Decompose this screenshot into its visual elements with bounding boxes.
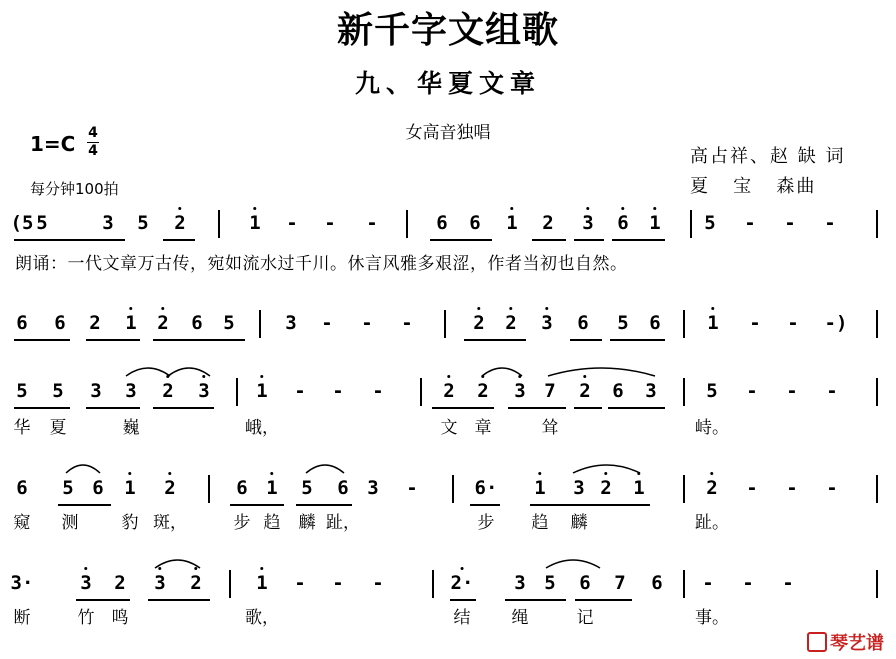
note: - bbox=[321, 312, 333, 334]
beam-underline bbox=[574, 239, 604, 241]
note: 3 bbox=[125, 380, 137, 402]
lyric-char: 华 bbox=[13, 418, 31, 438]
beam-underline bbox=[148, 599, 210, 601]
beam-underline bbox=[76, 599, 130, 601]
beam-underline bbox=[163, 239, 195, 241]
note: 6 bbox=[191, 312, 203, 334]
beam-underline bbox=[14, 239, 125, 241]
note: 5 bbox=[706, 380, 718, 402]
note: 1 bbox=[707, 312, 718, 334]
octave-dot bbox=[604, 472, 607, 475]
note: 2 bbox=[473, 312, 484, 334]
note: 5 bbox=[137, 212, 149, 234]
octave-dot bbox=[202, 375, 205, 378]
note: 6 bbox=[577, 312, 589, 334]
octave-dot bbox=[621, 207, 624, 210]
octave-dot bbox=[538, 472, 541, 475]
barline bbox=[683, 570, 685, 598]
time-top: 4 bbox=[88, 125, 98, 141]
slur bbox=[548, 368, 655, 376]
beam-underline bbox=[532, 239, 566, 241]
time-bottom: 4 bbox=[88, 143, 98, 159]
watermark-logo bbox=[807, 629, 884, 655]
lyric-char: 结 bbox=[453, 608, 471, 628]
note: 6 bbox=[236, 477, 248, 499]
beam-underline bbox=[612, 239, 665, 241]
note: - bbox=[786, 380, 798, 402]
octave-dot bbox=[260, 567, 263, 570]
note: 3 bbox=[573, 477, 585, 499]
lyric-char: 步 bbox=[477, 513, 495, 533]
note: - bbox=[742, 572, 754, 594]
note: 2 bbox=[162, 380, 173, 402]
note: 6 bbox=[16, 477, 28, 499]
barline bbox=[876, 310, 878, 338]
page-subtitle: 九、华夏文章 bbox=[354, 69, 541, 98]
beam-underline bbox=[432, 407, 494, 409]
octave-dot bbox=[194, 567, 197, 570]
note: 2 bbox=[600, 477, 611, 499]
note: 6 bbox=[617, 212, 628, 234]
octave-dot bbox=[509, 307, 512, 310]
note: 5 bbox=[704, 212, 716, 234]
barline bbox=[876, 475, 878, 503]
barline bbox=[208, 475, 210, 503]
lyric-char: 峨， bbox=[245, 418, 279, 438]
note: 3 bbox=[154, 572, 165, 594]
beam-underline bbox=[430, 239, 492, 241]
note: 3· bbox=[10, 572, 34, 594]
note: 6 bbox=[649, 312, 661, 334]
barline bbox=[683, 378, 685, 406]
barline bbox=[876, 378, 878, 406]
lyric-char: 趋 bbox=[263, 513, 281, 533]
lyric-char: 竹 bbox=[77, 608, 95, 628]
note: - bbox=[401, 312, 413, 334]
note: 6· bbox=[474, 477, 498, 499]
note: 1 bbox=[125, 312, 136, 334]
octave-dot bbox=[460, 567, 463, 570]
note: 1 bbox=[534, 477, 545, 499]
beam-underline bbox=[296, 504, 352, 506]
note: - bbox=[324, 212, 336, 234]
octave-dot bbox=[161, 307, 164, 310]
beam-underline bbox=[450, 599, 476, 601]
lyric-char: 麟 bbox=[298, 513, 316, 533]
note: 2 bbox=[477, 380, 488, 402]
octave-dot bbox=[583, 375, 586, 378]
note: 1 bbox=[633, 477, 644, 499]
note: 6 bbox=[54, 312, 66, 334]
barline bbox=[229, 570, 231, 598]
note: 2 bbox=[706, 477, 717, 499]
note: 5 bbox=[36, 212, 48, 234]
note: 3 bbox=[514, 380, 525, 402]
lyric-char: 记 bbox=[576, 608, 594, 628]
note: - bbox=[332, 380, 344, 402]
barline bbox=[444, 310, 446, 338]
note: 5 bbox=[16, 380, 28, 402]
note: - bbox=[702, 572, 714, 594]
note: 1 bbox=[256, 380, 267, 402]
octave-dot bbox=[166, 375, 169, 378]
beam-underline bbox=[58, 504, 111, 506]
octave-dot bbox=[653, 207, 656, 210]
note: 2· bbox=[451, 572, 474, 594]
note: - bbox=[746, 477, 758, 499]
note: 1 bbox=[124, 477, 135, 499]
beam-underline bbox=[608, 407, 665, 409]
note: 5 bbox=[617, 312, 629, 334]
note: 2 bbox=[164, 477, 175, 499]
octave-dot bbox=[510, 207, 513, 210]
note: - bbox=[826, 477, 838, 499]
note: 6 bbox=[16, 312, 28, 334]
slur bbox=[66, 465, 100, 473]
beam-underline bbox=[14, 339, 70, 341]
lyric-char: 步 bbox=[233, 513, 251, 533]
note: 1 bbox=[649, 212, 660, 234]
octave-dot bbox=[586, 207, 589, 210]
beam-underline bbox=[86, 339, 140, 341]
barline bbox=[259, 310, 261, 338]
tempo: 每分钟100拍 bbox=[30, 180, 119, 198]
note: - bbox=[782, 572, 794, 594]
beam-underline bbox=[574, 407, 602, 409]
logo-icon bbox=[807, 632, 827, 652]
note: 6 bbox=[469, 212, 481, 234]
note: 5 bbox=[62, 477, 74, 499]
note: - bbox=[749, 312, 761, 334]
recitation-text: 朗诵：一代文章万古传，宛如流水过千川。休言风雅多艰涩，作者当初也自然。 bbox=[15, 254, 628, 274]
page-title: 新千字文组歌 bbox=[336, 10, 559, 51]
note: 1 bbox=[266, 477, 277, 499]
note: 6 bbox=[579, 572, 591, 594]
beam-underline bbox=[153, 407, 214, 409]
note: 3 bbox=[285, 312, 297, 334]
beam-underline bbox=[86, 407, 140, 409]
note: 3 bbox=[102, 212, 114, 234]
note: 6 bbox=[337, 477, 349, 499]
note: - bbox=[286, 212, 298, 234]
note: - bbox=[746, 380, 758, 402]
lyric-char: 事。 bbox=[695, 608, 729, 628]
lyric-char: 鸣 bbox=[111, 608, 129, 628]
slur bbox=[546, 560, 600, 568]
note: 2 bbox=[190, 572, 201, 594]
note: 2 bbox=[114, 572, 126, 594]
slur bbox=[482, 368, 522, 376]
note: 6 bbox=[436, 212, 448, 234]
note: 3 bbox=[541, 312, 552, 334]
beam-underline bbox=[464, 339, 526, 341]
note: 3 bbox=[582, 212, 593, 234]
note: 5 bbox=[223, 312, 235, 334]
note: 5 bbox=[544, 572, 556, 594]
note: 3 bbox=[80, 572, 91, 594]
note: 6 bbox=[612, 380, 624, 402]
watermark-text: 琴艺谱 bbox=[830, 633, 884, 654]
octave-dot bbox=[129, 307, 132, 310]
slur bbox=[126, 368, 170, 376]
lyric-char: 测 bbox=[61, 513, 79, 533]
slur bbox=[306, 465, 344, 473]
note: 1 bbox=[249, 212, 260, 234]
octave-dot bbox=[84, 567, 87, 570]
barline bbox=[690, 210, 692, 238]
note: - bbox=[294, 380, 306, 402]
note: 5 bbox=[301, 477, 313, 499]
note: - bbox=[361, 312, 373, 334]
note: 6 bbox=[92, 477, 104, 499]
note: - bbox=[372, 572, 384, 594]
octave-dot bbox=[477, 307, 480, 310]
lyric-char: 断 bbox=[13, 608, 31, 628]
beam-underline bbox=[610, 339, 665, 341]
beam-underline bbox=[14, 407, 70, 409]
lyric-char: 麟 bbox=[570, 513, 588, 533]
note: - bbox=[824, 212, 836, 234]
beam-underline bbox=[570, 339, 602, 341]
barline bbox=[876, 210, 878, 238]
note: 2 bbox=[89, 312, 101, 334]
lyric-char: 趋 bbox=[531, 513, 549, 533]
barline bbox=[683, 310, 685, 338]
note: - bbox=[332, 572, 344, 594]
octave-dot bbox=[545, 307, 548, 310]
octave-dot bbox=[158, 567, 161, 570]
barline bbox=[683, 475, 685, 503]
lyric-char: 耸 bbox=[541, 418, 559, 438]
lyric-char: 歌， bbox=[245, 608, 279, 628]
barline bbox=[432, 570, 434, 598]
note: 2 bbox=[443, 380, 454, 402]
octave-dot bbox=[178, 207, 181, 210]
octave-dot bbox=[447, 375, 450, 378]
note: 7 bbox=[614, 572, 626, 594]
octave-dot bbox=[253, 207, 256, 210]
note: 2 bbox=[579, 380, 590, 402]
performance-type: 女高音独唱 bbox=[405, 123, 491, 143]
slur bbox=[155, 560, 200, 568]
lyric-char: 趾。 bbox=[695, 513, 729, 533]
lyric-char: 文 bbox=[440, 418, 458, 438]
note: - bbox=[786, 477, 798, 499]
note: (5 bbox=[10, 212, 34, 234]
beam-underline bbox=[575, 599, 632, 601]
note: - bbox=[744, 212, 756, 234]
note: - bbox=[826, 380, 838, 402]
note: - bbox=[372, 380, 384, 402]
note: 2 bbox=[157, 312, 168, 334]
octave-dot bbox=[711, 307, 714, 310]
octave-dot bbox=[481, 375, 484, 378]
barline bbox=[876, 570, 878, 598]
note: 1 bbox=[506, 212, 517, 234]
note: 3 bbox=[645, 380, 657, 402]
note: 5 bbox=[52, 380, 64, 402]
composer: 夏 宝 森曲 bbox=[690, 176, 817, 197]
lyric-char: 绳 bbox=[511, 608, 529, 628]
beam-underline bbox=[596, 504, 650, 506]
octave-dot bbox=[128, 472, 131, 475]
note: 3 bbox=[90, 380, 102, 402]
lyric-char: 窥 bbox=[13, 513, 31, 533]
lyric-char: 峙。 bbox=[695, 418, 729, 438]
barline bbox=[420, 378, 422, 406]
lyric-char: 趾， bbox=[326, 513, 360, 533]
beam-underline bbox=[230, 504, 284, 506]
lyricist: 高占祥、赵 缺 词 bbox=[690, 146, 846, 167]
note: - bbox=[406, 477, 418, 499]
note: - bbox=[784, 212, 796, 234]
time-signature bbox=[86, 125, 100, 160]
barline bbox=[236, 378, 238, 406]
lyric-char: 豹 bbox=[121, 513, 139, 533]
key-signature: 1=C bbox=[30, 132, 76, 156]
note: 1 bbox=[256, 572, 267, 594]
note: 2 bbox=[542, 212, 554, 234]
lyric-char: 章 bbox=[474, 418, 492, 438]
barline bbox=[406, 210, 408, 238]
octave-dot bbox=[168, 472, 171, 475]
beam-underline bbox=[530, 504, 596, 506]
note: 3 bbox=[514, 572, 526, 594]
octave-dot bbox=[260, 375, 263, 378]
beam-underline bbox=[153, 339, 245, 341]
barline bbox=[218, 210, 220, 238]
note: -) bbox=[824, 312, 848, 334]
note: 7 bbox=[544, 380, 556, 402]
beam-underline bbox=[505, 599, 566, 601]
beam-underline bbox=[508, 407, 566, 409]
note: - bbox=[294, 572, 306, 594]
note: 3 bbox=[198, 380, 209, 402]
lyric-char: 斑， bbox=[153, 513, 187, 533]
beam-underline bbox=[470, 504, 500, 506]
lyric-char: 巍 bbox=[122, 418, 140, 438]
note: 6 bbox=[651, 572, 663, 594]
octave-dot bbox=[710, 472, 713, 475]
note: 2 bbox=[505, 312, 516, 334]
note: - bbox=[366, 212, 378, 234]
note: 2 bbox=[174, 212, 185, 234]
lyric-char: 夏 bbox=[49, 418, 67, 438]
barline bbox=[452, 475, 454, 503]
note: - bbox=[787, 312, 799, 334]
octave-dot bbox=[518, 375, 521, 378]
octave-dot bbox=[270, 472, 273, 475]
note: 3 bbox=[367, 477, 379, 499]
octave-dot bbox=[637, 472, 640, 475]
